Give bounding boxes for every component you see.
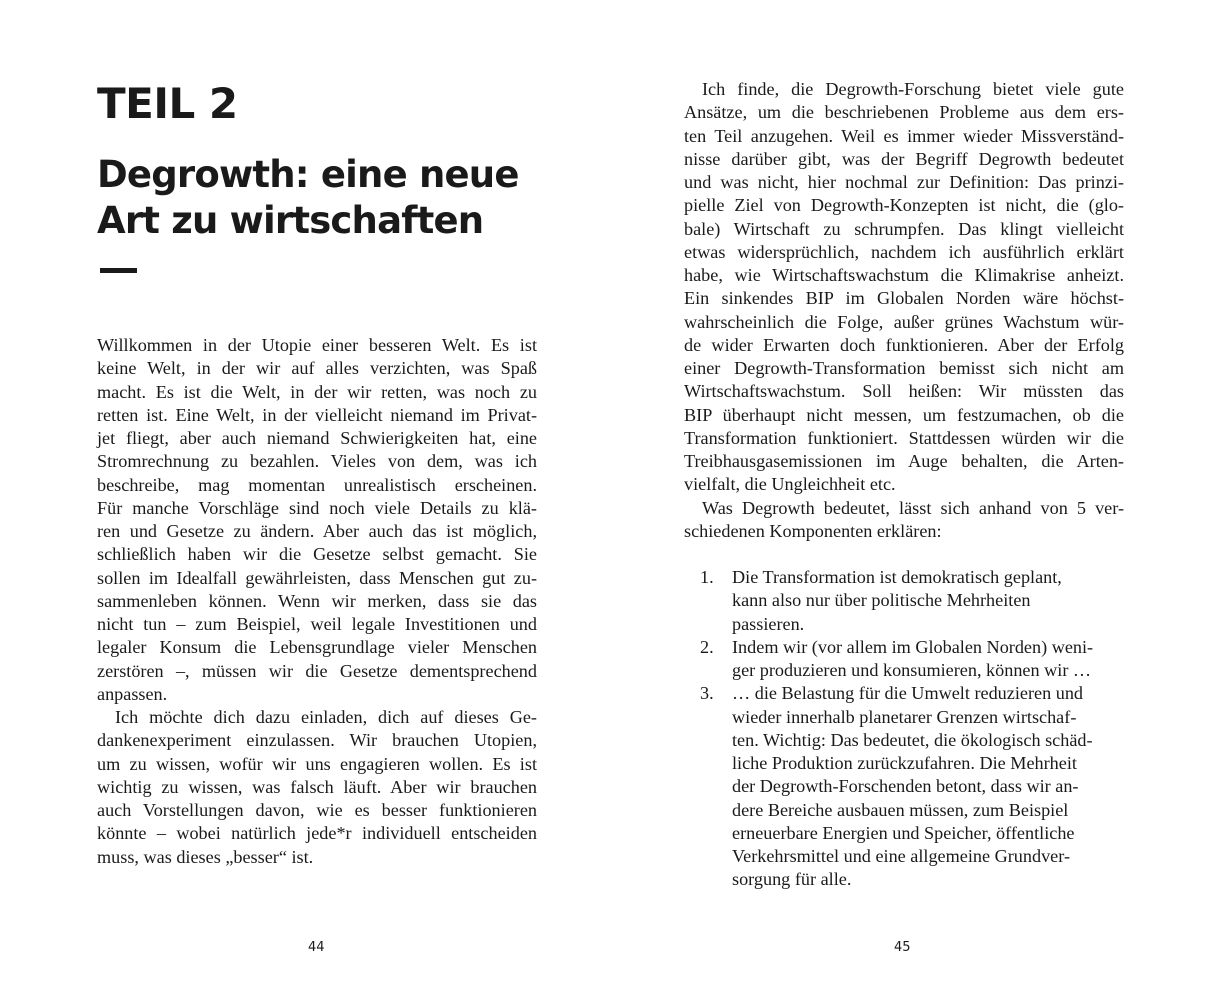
text-line: anpassen. xyxy=(97,683,168,704)
text-line: Ein sinkendes BIP im Globalen Norden wäre höchst- xyxy=(684,288,1124,309)
text-line: schließlich haben wir die Gesetze selbst gemacht. Sie xyxy=(97,544,537,565)
text-line: de wider Erwarten doch funktionieren. Aber der Erfolg xyxy=(684,334,1124,355)
text-line: ten Teil anzugehen. Weil es immer wieder Missverständ- xyxy=(684,125,1124,146)
text-line: erneuerbare Energien und Speicher, öffentliche xyxy=(732,822,1075,843)
text-line: einer Degrowth-Transformation bemisst sich nicht am xyxy=(684,358,1124,378)
part-label: TEIL 2 xyxy=(97,79,238,128)
text-line: macht. Es ist die Welt, in der wir retten, was noch zu xyxy=(97,381,537,402)
paragraph xyxy=(684,78,1124,497)
text-line: liche Produktion zurückzufahren. Die Mehrheit xyxy=(732,753,1077,773)
text-line: kann also nur über politische Mehrheiten xyxy=(732,590,1031,611)
text-line: habe, wie Wirtschaftswachstum die Klimakrise anheizt. xyxy=(684,265,1124,285)
right-page xyxy=(610,0,1220,1000)
text-line: könnte – wobei natürlich jede*r individuell entscheiden xyxy=(97,823,537,844)
title-dash-divider xyxy=(100,268,137,273)
text-line: keine Welt, in der wir auf alles verzichten, was Spaß xyxy=(97,358,537,379)
text-line: nisse darüber gibt, was der Begriff Degrowth bedeutet xyxy=(684,148,1124,169)
text-line: dere Bereiche ausbauen müssen, zum Beispiel xyxy=(732,799,1069,820)
list-item xyxy=(684,636,1124,683)
text-line: wahrscheinlich die Folge, außer grünes Wachstum wür- xyxy=(684,311,1124,332)
chapter-title-line: Degrowth: eine neue xyxy=(97,153,519,196)
text-line: schiedenen Komponenten erklären: xyxy=(684,520,942,541)
text-line: Wirtschaftswachstum. Soll heißen: Wir müssten das xyxy=(684,381,1124,402)
text-line: und was nicht, hier nochmal zur Definition: Das prinzi- xyxy=(684,172,1124,192)
chapter-title-line: Art zu wirtschaften xyxy=(97,199,484,242)
text-line: ger produzieren und konsumieren, können wir … xyxy=(732,660,1092,680)
text-line: zerstören –, müssen wir die Gesetze dementsprechend xyxy=(97,660,537,681)
text-line: Ich möchte dich dazu einladen, dich auf dieses Ge- xyxy=(115,707,537,727)
right-body-text xyxy=(684,78,1124,543)
text-line: sammenleben können. Wenn wir merken, dass sie das xyxy=(97,590,537,611)
text-line: etwas widersprüchlich, nachdem ich ausführlich erklärt xyxy=(684,241,1124,262)
list-item-number: 1. xyxy=(700,567,714,587)
text-line: legaler Konsum die Lebensgrundlage vieler Menschen xyxy=(97,637,537,658)
text-line: wieder innerhalb planetarer Grenzen wirtschaf- xyxy=(732,706,1077,727)
text-line: sollen im Idealfall gewährleisten, dass Menschen gut zu- xyxy=(97,567,537,588)
list-item xyxy=(684,566,1124,636)
text-line: Verkehrsmittel und eine allgemeine Grundver- xyxy=(732,846,1071,866)
text-line: … die Belastung für die Umwelt reduzieren und xyxy=(732,683,1084,704)
text-line: jet fliegt, aber auch niemand Schwierigkeiten hat, eine xyxy=(97,428,537,448)
text-line: Ansätze, um die beschriebenen Probleme aus dem ers- xyxy=(684,102,1124,123)
text-line: bale) Wirtschaft zu schrumpfen. Das klingt vielleicht xyxy=(684,218,1124,239)
list-item xyxy=(684,682,1124,891)
text-line: Treibhausgasemissionen im Auge behalten, die Arten- xyxy=(684,451,1124,471)
text-line: ten. Wichtig: Das bedeutet, die ökologisch schäd- xyxy=(732,729,1093,750)
text-line: Indem wir (vor allem im Globalen Norden) weni- xyxy=(732,636,1094,657)
text-line: beschreibe, mag momentan unrealistisch erscheinen. xyxy=(97,474,537,495)
paragraph xyxy=(97,334,537,706)
text-line: ren und Gesetze zu ändern. Aber auch das ist möglich, xyxy=(97,521,537,541)
text-line: auch Vorstellungen davon, wie es besser funktionieren xyxy=(97,800,537,820)
text-line: Stromrechnung zu bezahlen. Vieles von dem, was ich xyxy=(97,451,537,472)
list-item-number: 3. xyxy=(700,683,714,704)
text-line: passieren. xyxy=(732,613,805,634)
left-body-text xyxy=(97,334,537,869)
text-line: sorgung für alle. xyxy=(732,869,852,890)
text-line: Für manche Vorschläge sind noch viele Details zu klä- xyxy=(97,497,537,518)
text-line: Was Degrowth bedeutet, lässt sich anhand von 5 ver- xyxy=(702,497,1124,518)
numbered-list xyxy=(684,566,1124,892)
list-item-number: 2. xyxy=(700,636,714,657)
text-line: pielle Ziel von Degrowth-Konzepten ist nicht, die (glo- xyxy=(684,195,1124,216)
text-line: muss, was dieses „besser“ ist. xyxy=(97,846,314,867)
text-line: dankenexperiment einzulassen. Wir brauchen Utopien, xyxy=(97,730,537,751)
page-number: 44 xyxy=(308,940,325,955)
text-line: Ich finde, die Degrowth-Forschung bietet viele gute xyxy=(702,79,1124,99)
text-line: Willkommen in der Utopie einer besseren Welt. Es ist xyxy=(97,335,537,355)
paragraph xyxy=(97,706,537,869)
chapter-title xyxy=(97,152,519,244)
text-line: Transformation funktioniert. Stattdessen würden wir die xyxy=(684,427,1124,448)
paragraph xyxy=(684,497,1124,544)
page-number: 45 xyxy=(894,940,911,955)
text-line: der Degrowth-Forschenden betont, dass wir an- xyxy=(732,776,1079,797)
text-line: um zu wissen, wofür wir uns engagieren wollen. Es ist xyxy=(97,753,537,774)
text-line: wichtig zu wissen, was falsch läuft. Aber wir brauchen xyxy=(97,776,537,797)
text-line: retten ist. Eine Welt, in der vielleicht niemand im Privat- xyxy=(97,404,537,425)
text-line: nicht tun – zum Beispiel, weil legale Investitionen und xyxy=(97,614,537,634)
text-line: vielfalt, die Ungleichheit etc. xyxy=(684,474,896,495)
text-line: BIP überhaupt nicht messen, um festzumachen, ob die xyxy=(684,404,1124,425)
text-line: Die Transformation ist demokratisch geplant, xyxy=(732,567,1062,587)
